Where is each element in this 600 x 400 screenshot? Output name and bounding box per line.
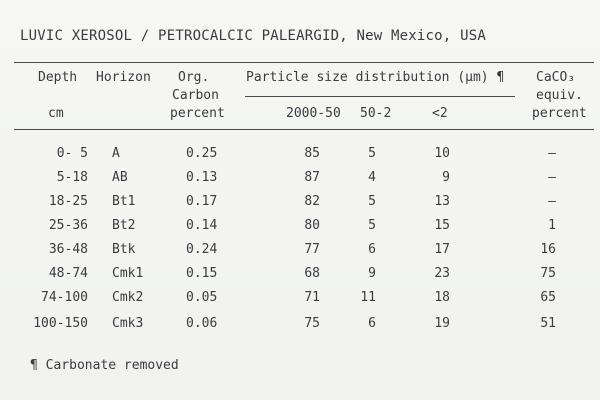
cell-depth: 48-74 (48, 266, 88, 281)
cell-carbon: 0.24 (186, 242, 218, 257)
cell-caco3: 1 (548, 218, 556, 233)
header-silt: 50-2 (360, 106, 392, 121)
cell-sand: 75 (304, 316, 320, 331)
cell-carbon: 0.17 (186, 194, 218, 209)
cell-carbon: 0.14 (186, 218, 218, 233)
cell-silt: 9 (368, 266, 376, 281)
cell-horizon: AB (112, 170, 128, 185)
cell-carbon: 0.05 (186, 290, 218, 305)
cell-depth: 25-36 (48, 218, 88, 233)
cell-caco3: 16 (540, 242, 556, 257)
header-org-carbon-2: Carbon (172, 88, 219, 103)
cell-horizon: Cmk1 (112, 266, 144, 281)
cell-clay: 13 (434, 194, 450, 209)
cell-clay: 18 (434, 290, 450, 305)
cell-horizon: Bt2 (112, 218, 136, 233)
cell-clay: 19 (434, 316, 450, 331)
cell-carbon: 0.25 (186, 146, 218, 161)
cell-sand: 82 (304, 194, 320, 209)
cell-sand: 80 (304, 218, 320, 233)
particle-size-subrule (245, 96, 515, 97)
cell-sand: 71 (304, 290, 320, 305)
header-horizon: Horizon (96, 70, 151, 85)
table-title: LUVIC XEROSOL / PETROCALCIC PALEARGID, New Mexico, USA (20, 28, 486, 44)
cell-clay: 15 (434, 218, 450, 233)
cell-clay: 17 (434, 242, 450, 257)
cell-silt: 11 (360, 290, 376, 305)
cell-depth: 36-48 (48, 242, 88, 257)
cell-horizon: Cmk3 (112, 316, 144, 331)
cell-clay: 10 (434, 146, 450, 161)
header-caco3-2: equiv. (536, 88, 583, 103)
header-caco3-3: percent (532, 106, 587, 121)
cell-horizon: A (112, 146, 120, 161)
cell-silt: 5 (368, 146, 376, 161)
cell-sand: 87 (304, 170, 320, 185)
cell-sand: 68 (304, 266, 320, 281)
cell-sand: 85 (304, 146, 320, 161)
header-depth-unit: cm (48, 106, 64, 121)
cell-sand: 77 (304, 242, 320, 257)
header-org-carbon-1: Org. (178, 70, 210, 85)
cell-clay: 23 (434, 266, 450, 281)
cell-silt: 6 (368, 316, 376, 331)
cell-depth: 100-150 (33, 316, 88, 331)
cell-clay: 9 (442, 170, 450, 185)
header-caco3-1: CaCO₃ (536, 70, 576, 85)
cell-carbon: 0.06 (186, 316, 218, 331)
cell-silt: 4 (368, 170, 376, 185)
cell-carbon: 0.15 (186, 266, 218, 281)
cell-silt: 5 (368, 194, 376, 209)
cell-caco3: 51 (540, 316, 556, 331)
cell-caco3: 75 (540, 266, 556, 281)
cell-carbon: 0.13 (186, 170, 218, 185)
cell-horizon: Btk (112, 242, 136, 257)
cell-depth: 5-18 (56, 170, 88, 185)
cell-depth: 18-25 (48, 194, 88, 209)
cell-silt: 5 (368, 218, 376, 233)
cell-caco3: – (548, 146, 556, 161)
cell-silt: 6 (368, 242, 376, 257)
cell-depth: 0- 5 (56, 146, 88, 161)
cell-horizon: Cmk2 (112, 290, 144, 305)
footnote: ¶ Carbonate removed (30, 358, 179, 373)
cell-horizon: Bt1 (112, 194, 136, 209)
header-clay: <2 (432, 106, 448, 121)
cell-caco3: 65 (540, 290, 556, 305)
cell-caco3: – (548, 194, 556, 209)
top-rule (14, 62, 594, 63)
header-depth: Depth (38, 70, 78, 85)
cell-caco3: – (548, 170, 556, 185)
header-particle-size: Particle size distribution (µm) ¶ (246, 70, 505, 85)
header-org-carbon-3: percent (170, 106, 225, 121)
cell-depth: 74-100 (41, 290, 88, 305)
header-bottom-rule (14, 129, 594, 130)
header-sand: 2000-50 (286, 106, 341, 121)
